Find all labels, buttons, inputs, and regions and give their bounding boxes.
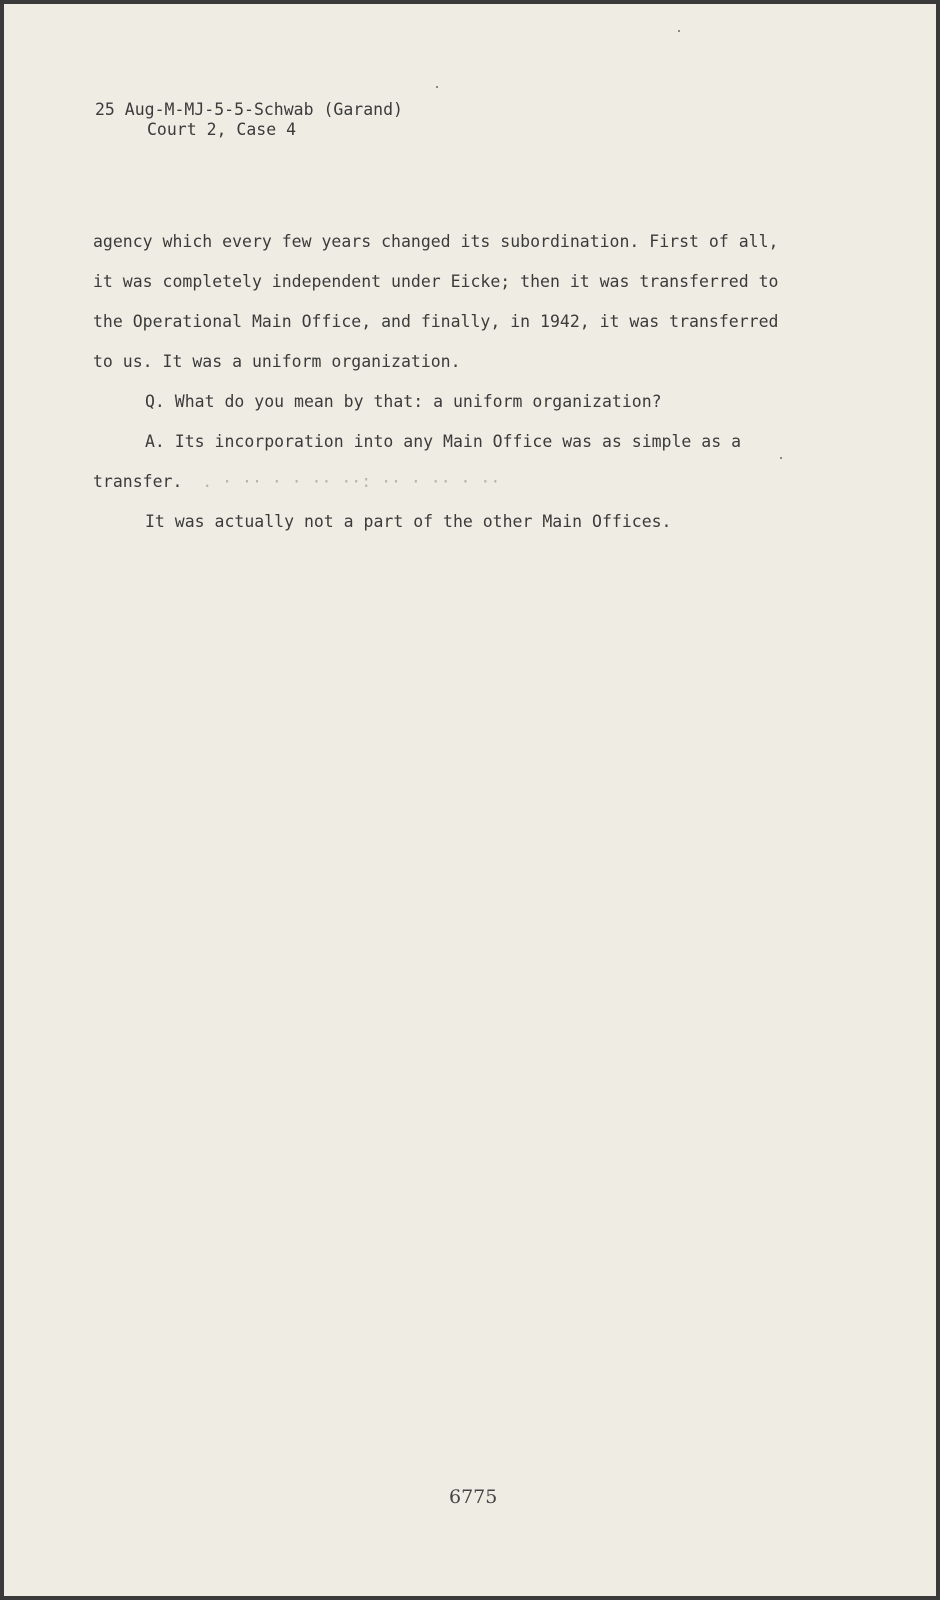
page-number: 6775 [449,1486,498,1508]
transcript-line: agency which every few years changed its subordination. First of all, [93,232,779,251]
header-session-line: 25 Aug-M-MJ-5-5-Schwab (Garand) [95,100,403,119]
transcript-line: It was actually not a part of the other Main Offices. [145,512,672,531]
paper-speck [678,30,680,32]
paper-speck [780,457,782,459]
paper-speck [436,86,438,88]
header-court-line: Court 2, Case 4 [147,120,297,139]
document-header [95,100,403,140]
answer-line: A. Its incorporation into any Main Office was as simple as a [145,432,742,451]
transcript-line: it was completely independent under Eicke; then it was transferred to [93,272,779,291]
transcript-body [93,222,823,542]
question-line: Q. What do you mean by that: a uniform organization? [145,392,662,411]
transcript-line: the Operational Main Office, and finally, in 1942, it was transferred [93,312,779,331]
transcript-line-with-erasure [93,462,823,502]
transcript-line: transfer. [93,472,183,491]
erased-text: . · ·· · · ·· ··: ·· · ·· · ·· [202,472,501,491]
transcript-line: to us. It was a uniform organization. [93,352,461,371]
